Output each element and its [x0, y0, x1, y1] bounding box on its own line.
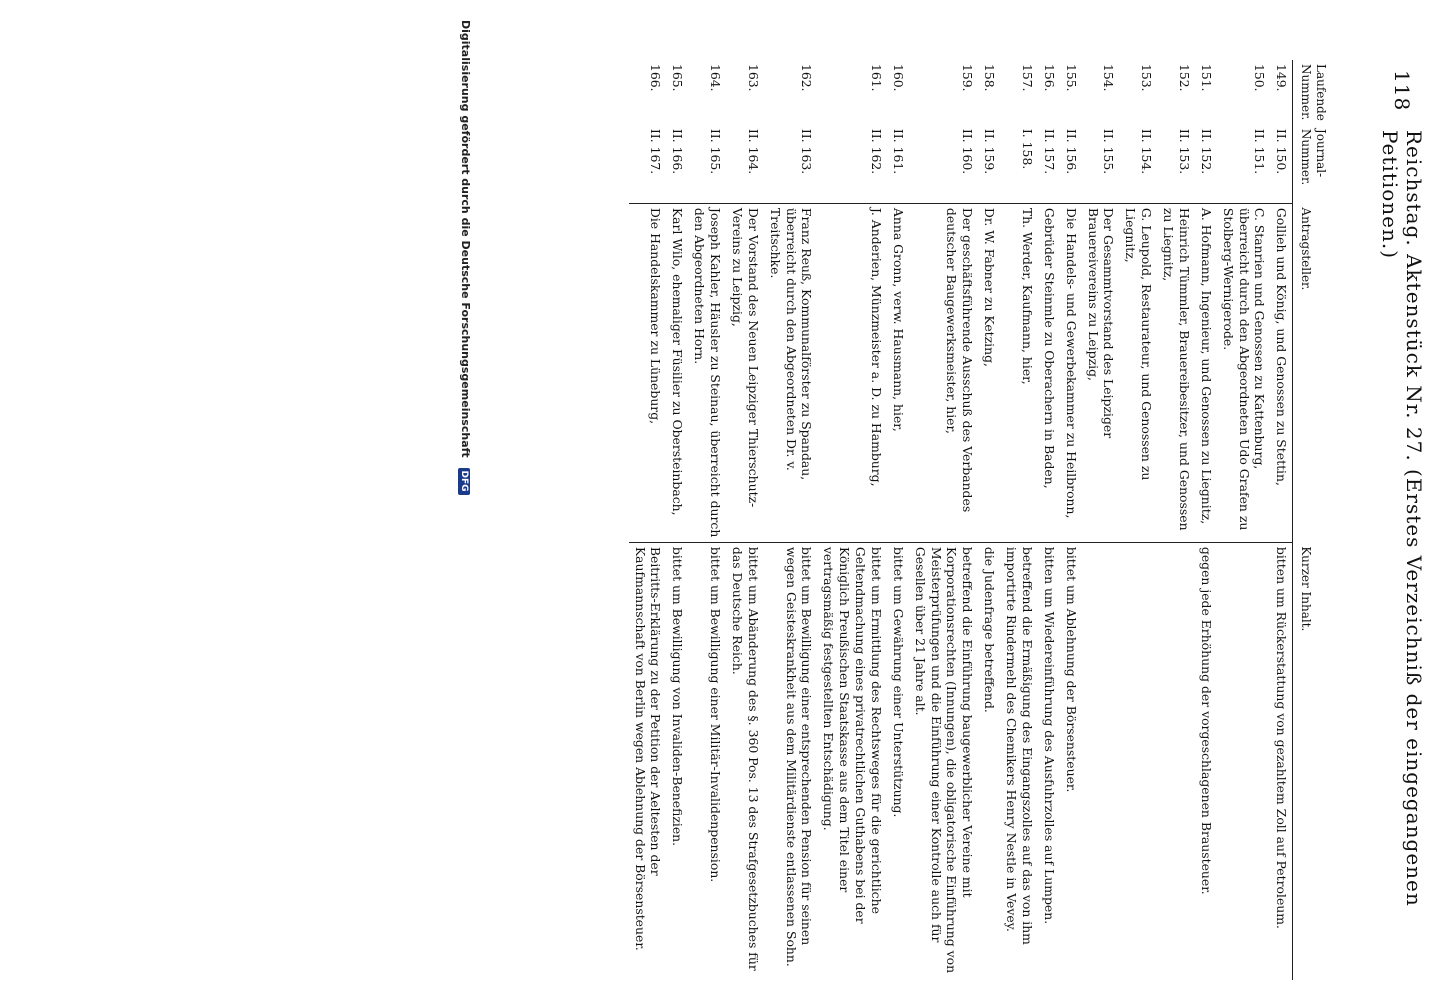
- row-laufende-nummer: 152.: [1176, 64, 1192, 92]
- row-kurzer-inhalt: bittet um Ermittlung des Rechtsweges für die gerichtliche Geltendmachung eines privatrechtlichen Guthabens bei der Königlich Preußischen Staatskasse aus dem Titel einer vertragsmäßig festgestellten Entschädigung.: [821, 546, 884, 924]
- row-kurzer-inhalt: bittet um Bewilligung einer Militär-Invalidenpension.: [708, 546, 724, 883]
- table-row: [688, 60, 726, 980]
- row-journal-nummer: II. 160.: [909, 125, 979, 204]
- row-kurzer-inhalt: [1217, 542, 1271, 980]
- row-antragsteller: Th. Werder, Kaufmann, hier,: [1000, 203, 1038, 542]
- row-antragsteller: Die Handelskammer zu Lüneburg,: [629, 203, 667, 542]
- row-antragsteller: Der geschäftsführende Ausschuß des Verbandes deutscher Baugewerksmeister, hier,: [909, 203, 979, 542]
- row-journal-nummer: II. 163.: [764, 125, 818, 204]
- row-antragsteller: Franz Reuß, Kommunalförster zu Spandau, überreicht durch den Abgeordneten Dr. v. Treitschke.: [764, 203, 818, 542]
- table-row: [1038, 60, 1060, 980]
- row-journal-nummer: II. 157.: [1038, 125, 1060, 204]
- row-laufende-nummer: 151.: [1198, 64, 1214, 92]
- row-laufende-nummer: 154.: [1101, 64, 1117, 92]
- table-row: [1270, 60, 1292, 980]
- row-laufende-nummer: 149.: [1274, 64, 1290, 92]
- row-antragsteller: G. Leupold, Restaurateur, und Genossen zu Liegnitz,: [1119, 203, 1157, 542]
- table-header-row: [1293, 60, 1332, 980]
- row-antragsteller: Die Handels- und Gewerbekammer zu Heilbronn,: [1060, 203, 1082, 542]
- row-kurzer-inhalt: [1119, 542, 1157, 980]
- row-laufende-nummer: 158.: [982, 64, 998, 92]
- table-row: [887, 60, 909, 980]
- row-kurzer-inhalt: bittet um Abänderung des §. 360 Pos. 13 des Strafgesetzbuches für das Deutsche Reich.: [729, 546, 761, 971]
- row-journal-nummer: II. 153.: [1157, 125, 1195, 204]
- row-kurzer-inhalt: gegen jede Erhöhung der vorgeschlagenen Brausteuer.: [1198, 546, 1214, 895]
- table-row: [764, 60, 818, 980]
- row-laufende-nummer: 162.: [799, 64, 815, 92]
- table-row: [726, 60, 764, 980]
- col-antragsteller: Antragsteller.: [1293, 203, 1332, 542]
- row-laufende-nummer: 157.: [1019, 64, 1035, 92]
- footer-text: Digitalisierung gefördert durch die Deutsche Forschungsgemeinschaft: [459, 20, 472, 458]
- petition-table: [629, 60, 1332, 980]
- row-laufende-nummer: 166.: [648, 64, 664, 92]
- dfg-logo: DFG: [458, 468, 470, 495]
- row-antragsteller: Der Gesammtvorstand des Leipziger Brauereivereins zu Leipzig,: [1082, 203, 1120, 542]
- row-kurzer-inhalt: [1082, 542, 1120, 980]
- row-journal-nummer: I. 158.: [1000, 125, 1038, 204]
- row-antragsteller: Anna Gronn, verw. Hausmann, hier,: [887, 203, 909, 542]
- digitization-footer: [458, 20, 472, 990]
- table-row: [1195, 60, 1217, 980]
- table-row: [817, 60, 887, 980]
- table-row: [1119, 60, 1157, 980]
- row-laufende-nummer: 159.: [960, 64, 976, 92]
- row-journal-nummer: II. 154.: [1119, 125, 1157, 204]
- row-journal-nummer: II. 164.: [726, 125, 764, 204]
- row-journal-nummer: II. 165.: [688, 125, 726, 204]
- row-journal-nummer: II. 161.: [887, 125, 909, 204]
- col-laufende-nummer: Laufende Nummer.: [1293, 60, 1332, 125]
- row-kurzer-inhalt: bittet um Bewilligung einer entsprechenden Pension für seinen wegen Geisteskrankheit aus dem Militärdienste entlassenen Sohn.: [783, 546, 815, 967]
- row-antragsteller: Joseph Kahler, Häusler zu Steinau, überreicht durch den Abgeordneten Horn.: [688, 203, 726, 542]
- row-kurzer-inhalt: die Judenfrage betreffend.: [982, 546, 998, 713]
- row-journal-nummer: II. 150.: [1270, 125, 1292, 204]
- table-row: [666, 60, 688, 980]
- row-journal-nummer: II. 166.: [666, 125, 688, 204]
- row-kurzer-inhalt: bittet um Ablehnung der Börsensteuer.: [1063, 546, 1079, 793]
- table-row: [978, 60, 1000, 980]
- row-kurzer-inhalt: bittet um Gewährung einer Unterstützung.: [890, 546, 906, 818]
- row-journal-nummer: II. 159.: [978, 125, 1000, 204]
- table-row: [629, 60, 667, 980]
- row-kurzer-inhalt: bittet um Bewilligung von Invaliden-Benefizien.: [670, 546, 686, 847]
- table-row: [1217, 60, 1271, 980]
- col-kurzer-inhalt: Kurzer Inhalt.: [1293, 542, 1332, 980]
- table-row: [1000, 60, 1038, 980]
- row-kurzer-inhalt: bitten um Wiedereinführung des Ausfuhrzolles auf Lumpen.: [1041, 546, 1057, 925]
- row-kurzer-inhalt: bitten um Rückerstattung von gezahltem Zoll auf Petroleum.: [1274, 546, 1290, 929]
- row-antragsteller: J. Anderien, Münzmeister a. D. zu Hamburg,: [817, 203, 887, 542]
- page-title: Reichstag. Aktenstück Nr. 27. (Erstes Verzeichniß der eingegangenen Petitionen.): [1378, 130, 1426, 907]
- table-row: [1082, 60, 1120, 980]
- row-journal-nummer: II. 167.: [629, 125, 667, 204]
- row-antragsteller: Gebrüder Steinmle zu Oberachern in Baden,: [1038, 203, 1060, 542]
- row-antragsteller: Der Vorstand des Neuen Leipziger Thierschutz-Vereins zu Leipzig,: [726, 203, 764, 542]
- row-kurzer-inhalt: [1157, 542, 1195, 980]
- row-laufende-nummer: 160.: [890, 64, 906, 92]
- row-laufende-nummer: 155.: [1063, 64, 1079, 92]
- table-row: [1060, 60, 1082, 980]
- row-antragsteller: Heinrich Tümmler, Brauereibesitzer, und Genossen zu Liegnitz,: [1157, 203, 1195, 542]
- petition-table-area: [92, 60, 1392, 980]
- row-antragsteller: A. Hofmann, Ingenieur, und Genossen zu Liegnitz,: [1195, 203, 1217, 542]
- row-antragsteller: Gollieh und König, und Genossen zu Stettin,: [1270, 203, 1292, 542]
- table-body: [629, 60, 1293, 980]
- col-journal-nummer: Journal-Nummer.: [1293, 125, 1332, 204]
- row-laufende-nummer: 164.: [708, 64, 724, 92]
- row-antragsteller: Karl Wilo, ehemaliger Füsilier zu Obersteinbach,: [666, 203, 688, 542]
- table-row: [1157, 60, 1195, 980]
- row-antragsteller: Dr. W. Fabner zu Ketzing,: [978, 203, 1000, 542]
- row-kurzer-inhalt: betreffend die Ermäßigung des Eingangszolles auf das von ihm importirte Rindermehl des Chemikers Henry Nestle in Vevey.: [1004, 546, 1035, 945]
- row-laufende-nummer: 150.: [1252, 64, 1268, 92]
- row-kurzer-inhalt: Beitritts-Erklärung zu der Petition der Aeltesten der Kaufmannschaft von Berlin wegen Ablehnung der Börsensteuer.: [632, 546, 664, 951]
- row-journal-nummer: II. 152.: [1195, 125, 1217, 204]
- row-laufende-nummer: 163.: [745, 64, 761, 92]
- row-journal-nummer: II. 156.: [1060, 125, 1082, 204]
- row-laufende-nummer: 153.: [1139, 64, 1155, 92]
- row-laufende-nummer: 165.: [670, 64, 686, 92]
- row-journal-nummer: II. 155.: [1082, 125, 1120, 204]
- page-number: 118: [1390, 70, 1414, 112]
- row-kurzer-inhalt: betreffend die Einführung baugewerblicher Vereine mit Korporationsrechten (Innungen), die obligatorische Einführung von Meisterprüfungen und die Einführung einer Kontrolle auch für Gesellen über 21 Jahre alt.: [912, 546, 976, 974]
- row-laufende-nummer: 161.: [868, 64, 884, 92]
- table-row: [909, 60, 979, 980]
- row-antragsteller: C. Stanrien und Genossen zu Kattenburg, überreicht durch den Abgeordneten Udo Grafen zu Stolberg-Wernigerode.: [1217, 203, 1271, 542]
- row-journal-nummer: II. 162.: [817, 125, 887, 204]
- row-laufende-nummer: 156.: [1041, 64, 1057, 92]
- row-journal-nummer: II. 151.: [1217, 125, 1271, 204]
